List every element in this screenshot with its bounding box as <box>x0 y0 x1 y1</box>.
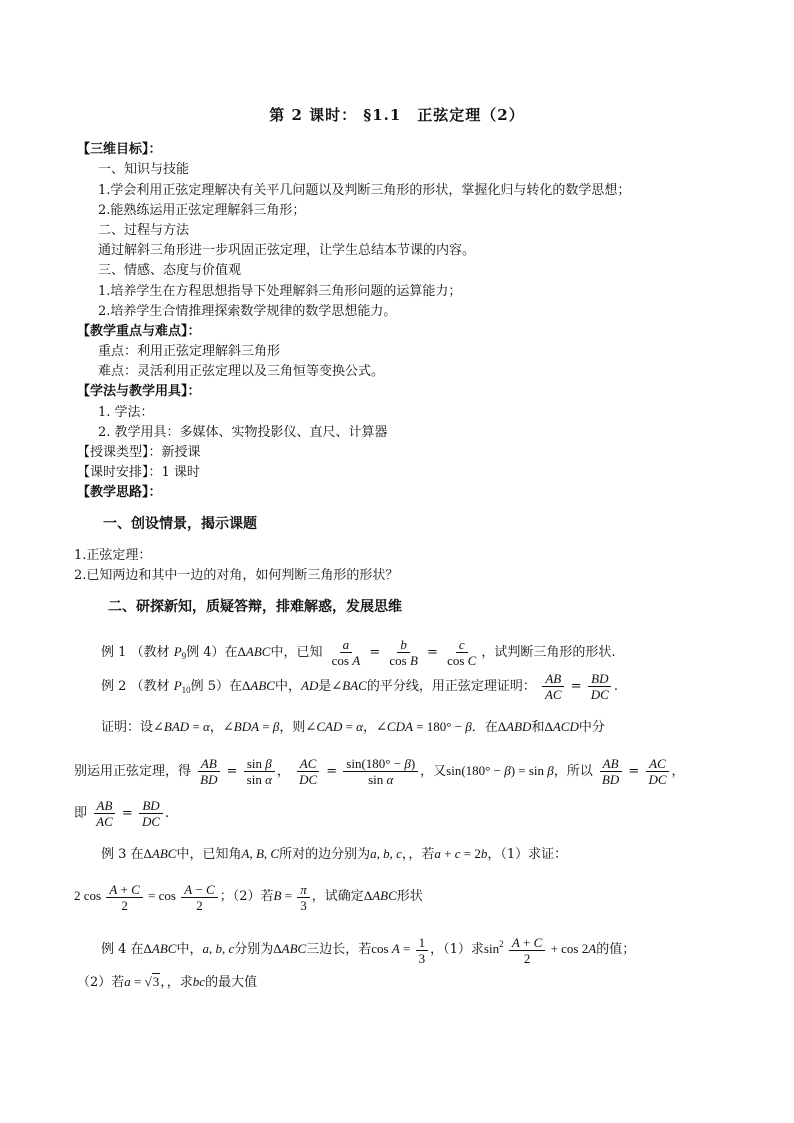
goals-item-1-1: 1.学会利用正弦定理解决有关平几问题以及判断三角形的形状，掌握化归与转化的数学思想； <box>98 183 631 198</box>
ex3-identity: 2 cos $\frac{A + C}{2}$ = cos $\frac{A - C}{2}$ <box>74 888 220 903</box>
goals-item-1-2: 2.能熟练运用正弦定理解斜三角形； <box>98 203 306 218</box>
ex4-sides: a, b, c <box>202 941 235 956</box>
approach-heading: 【教学思路】： <box>77 485 162 500</box>
focus-key: 重点：利用正弦定理解斜三角形 <box>98 344 281 359</box>
tools-item-1: 1. 学法： <box>98 405 154 420</box>
ex3-text-a: 例 3 在 <box>101 847 144 862</box>
ex2-triangle: ΔABC <box>242 678 275 693</box>
goals-item-3-2: 2.培养学生合情推理探索数学规律的数学思想能力。 <box>98 304 397 319</box>
tools-item-2: 2. 教学用具：多媒体、实物投影仪、直尺、计算器 <box>98 425 388 440</box>
proof-text-c: ．在 <box>471 720 498 735</box>
goals-section-3: 三、情感、态度与价值观 <box>98 263 242 278</box>
ex4-text-a: 例 4 在 <box>101 942 144 957</box>
ex4-cos-a: cos A = $\frac{1}{3}$ <box>371 941 430 956</box>
ex2-ad: AD <box>301 678 319 693</box>
ex3-text-c: 所对的边分别为 <box>279 847 371 862</box>
proof-eq-3: ∠CAD = α <box>305 719 363 734</box>
part1-heading: 一、创设情景，揭示课题 <box>103 516 257 532</box>
goals-section-1: 一、知识与技能 <box>98 162 190 177</box>
example-2: 例 2 （教材 $P_{10}$例 5）在ΔABC中，AD是∠BAC的平分线，用正弦定理证明： $\frac{AB}{AC}$ = $\frac{BD}{DC}$ . <box>101 671 618 702</box>
ex4-triangle: ΔABC <box>143 941 177 956</box>
example-3-line-2 <box>74 876 423 917</box>
ex4-triangle-2: ΔABC <box>273 941 307 956</box>
ex3-condition: a + c = 2b <box>434 846 488 861</box>
proof-eq-5: sin(180° − β) = sin β <box>446 763 554 778</box>
example-4-line-1 <box>101 924 635 970</box>
ex2-angle: ∠BAC <box>331 678 367 693</box>
ex4-text-e: ，（1）求 <box>430 942 484 957</box>
ex1-text-b: 例 4）在 <box>186 645 238 660</box>
proof-text-f: 别运用正弦定理，得 <box>74 764 192 779</box>
goals-heading: 【三维目标】： <box>77 142 162 157</box>
ex3-text-e: ，（1）求证： <box>487 847 568 862</box>
ex3-text-d: ，若 <box>408 847 435 862</box>
ex4-text-c: 分别为 <box>234 942 274 957</box>
ex2-text-b: 例 5）在 <box>190 679 243 694</box>
proof-line-2: 别运用正弦定理，得 $\frac{AB}{BD}$ = $\frac{\text{sin β}}{\text{sin α}}$ ， $\frac{AC}{DC}$ = $\frac{\sin(180^\circ - \beta)}{\text{sin α}}$ ，又sin(180° − β) = sin β，所以 $\frac{AB}{BD}$ = $\frac{AC}{DC}$ ， <box>74 756 685 787</box>
ex2-text-d: 是 <box>318 679 332 694</box>
ex1-text-c: 中，已知 <box>270 645 323 660</box>
goals-item-3-1: 1.培养学生在方程思想指导下处理解斜三角形问题的运算能力； <box>98 284 462 299</box>
ex3-text-g: ，试确定 <box>311 889 364 904</box>
ex3-text-f: ；（2）若 <box>219 889 274 904</box>
ex1-frac-a: $\frac{a}{\text{cos A}}$ <box>331 637 361 668</box>
example-3-line-1: 例 3 在ΔABC中，已知角A, B, C所对的边分别为a, b, c，，若a + c = 2b，（1）求证： <box>101 846 568 862</box>
part1-question-2: 2.已知两边和其中一边的对角，如何判断三角形的形状？ <box>74 568 399 583</box>
proof-eq-4: ∠CDA = 180° − β <box>376 719 472 734</box>
part2-heading: 二、研探新知，质疑答辩，排难解惑，发展思维 <box>108 599 402 615</box>
proof-text-a: 证明：设 <box>101 720 154 735</box>
ex2-text-a: 例 2 （教材 <box>101 679 170 694</box>
proof-tri-1: ΔABD <box>497 719 532 734</box>
proof-text-h: ，所以 <box>553 764 593 779</box>
proof-frac-6: $\frac{AC}{DC}$ <box>645 756 669 787</box>
ex4-bc: bc <box>192 974 206 989</box>
proof-frac-7: $\frac{AB}{AC}$ <box>93 798 116 829</box>
example-1: 例 1 （教材 $P_9$例 4）在ΔABC中，已知 $\frac{a}{\text{cos A}}$ = $\frac{b}{\text{cos B}}$ = $\frac{c}{\text{cos C}}$ ，试判断三角形的形状. <box>101 637 616 668</box>
tools-heading: 【学法与教学用具】： <box>77 384 201 399</box>
focus-heading: 【教学重点与难点】： <box>77 324 201 339</box>
ex3-triangle-2: ΔABC <box>363 888 397 903</box>
proof-tri-2: ΔACD <box>544 719 579 734</box>
ex3-text-h: 形状 <box>396 889 423 904</box>
ex4-text-d: 三边长，若 <box>306 942 372 957</box>
proof-text-i: 即 <box>74 806 88 821</box>
proof-line-3: 即 $\frac{AB}{AC}$ = $\frac{BD}{DC}$ . <box>74 798 170 829</box>
ex4-text-b: 中， <box>176 942 203 957</box>
ex1-ref: $P_9$ <box>173 644 187 661</box>
proof-text-e: 中分 <box>578 720 605 735</box>
goals-item-2-1: 通过解斜三角形进一步巩固正弦定理，让学生总结本节课的内容。 <box>98 243 476 258</box>
part1-question-1: 1.正弦定理： <box>74 548 152 563</box>
proof-frac-1: $\frac{AB}{BD}$ <box>197 756 220 787</box>
proof-frac-4: $\frac{\sin(180^\circ - \beta)}{\text{sin α}}$ <box>343 756 418 787</box>
proof-line-1: 证明：设∠BAD = α，∠BDA = β，则∠CAD = α，∠CDA = 180° − β．在ΔABD和ΔACD中分 <box>101 719 605 735</box>
proof-frac-8: $\frac{BD}{DC}$ <box>139 798 163 829</box>
ex3-sides: a, b, c <box>370 846 402 861</box>
ex3-triangle: ΔABC <box>143 846 177 861</box>
lesson-time: 【课时安排】：1 课时 <box>77 465 200 480</box>
proof-eq-2: ∠BDA = β <box>222 719 280 734</box>
ex1-text-a: 例 1 （教材 <box>101 645 170 660</box>
ex2-frac-left: $\frac{AB}{AC}$ <box>542 671 565 702</box>
ex3-angles: A, B, C <box>241 846 280 861</box>
ex2-frac-right: $\frac{BD}{DC}$ <box>588 671 612 702</box>
ex4-text-f: 的值； <box>596 942 636 957</box>
ex2-ref: $P_{10}$ <box>173 678 191 695</box>
proof-text-b: ，则 <box>279 720 306 735</box>
proof-text-g: ，又 <box>420 764 447 779</box>
ex4-a-value: a = √3 <box>124 974 160 989</box>
proof-text-d: 和 <box>531 720 545 735</box>
ex4-text-g: （2）若 <box>77 975 125 990</box>
proof-frac-2: $\frac{\text{sin β}}{\text{sin α}}$ <box>244 756 275 787</box>
ex1-triangle: ΔABC <box>237 644 271 659</box>
ex4-text-h: ，求 <box>166 975 193 990</box>
proof-frac-5: $\frac{AB}{BD}$ <box>599 756 622 787</box>
ex4-text-i: 的最大值 <box>205 975 258 990</box>
proof-eq-1: ∠BAD = α <box>153 719 210 734</box>
focus-difficulty: 难点：灵活利用正弦定理以及三角恒等变换公式。 <box>98 364 385 379</box>
ex4-expression: $\sin^2$ $\frac{A + C}{2}$ + cos 2A <box>483 934 597 966</box>
ex1-frac-c: $\frac{c}{\text{cos C}}$ <box>447 637 477 668</box>
lesson-type: 【授课类型】：新授课 <box>77 445 201 460</box>
page-title: 第 2 课时： §1.1 正弦定理（2） <box>269 106 525 124</box>
ex1-frac-b: $\frac{b}{\text{cos B}}$ <box>389 637 418 668</box>
ex1-text-d: ，试判断三角形的形状. <box>481 645 616 660</box>
example-4-line-2: （2）若a = √3，，求bc的最大值 <box>77 974 258 990</box>
ex2-text-e: 的平分线，用正弦定理证明： <box>366 679 536 694</box>
ex3-text-b: 中，已知角 <box>176 847 242 862</box>
goals-section-2: 二、过程与方法 <box>98 223 190 238</box>
ex3-b-value: B = $\frac{\pi}{3}$ <box>273 888 311 903</box>
proof-frac-3: $\frac{AC}{DC}$ <box>296 756 320 787</box>
ex2-text-c: 中， <box>274 679 301 694</box>
